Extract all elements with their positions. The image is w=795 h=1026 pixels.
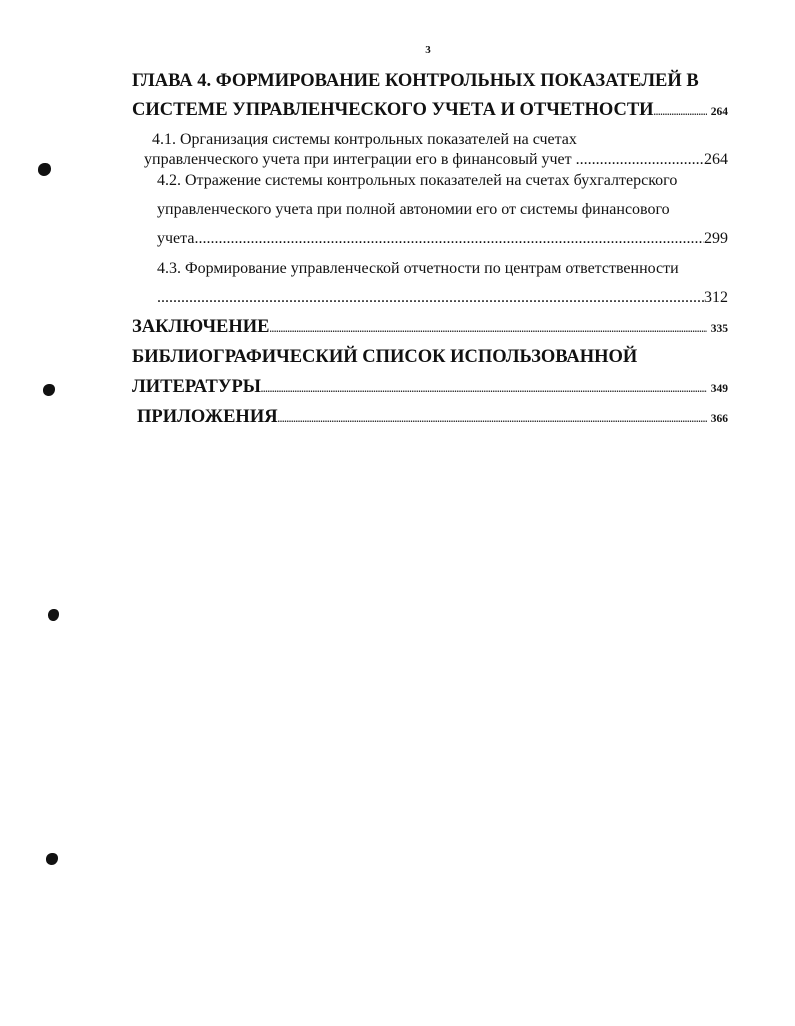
scan-blot-mark: [38, 163, 51, 176]
conclusion-label: ЗАКЛЮЧЕНИЕ: [132, 317, 270, 337]
scan-blot-mark: [48, 609, 59, 621]
bibliography-title-line-2: ЛИТЕРАТУРЫ: [132, 377, 261, 397]
conclusion-row: [132, 318, 728, 337]
section-4-1-line-1: 4.1. Организация системы контрольных показателей на счетах: [152, 131, 577, 148]
chapter-page-number: 264: [710, 106, 728, 118]
chapter-title-line-1: ГЛАВА 4. ФОРМИРОВАНИЕ КОНТРОЛЬНЫХ ПОКАЗАТЕЛЕЙ В: [132, 71, 699, 91]
leader-dots: [576, 152, 704, 168]
section-4-1-page-number: 264: [704, 151, 728, 168]
section-4-1-line-2: управленческого учета при интеграции его в финансовый учет: [144, 151, 572, 168]
conclusion-page-number: 335: [710, 323, 728, 335]
section-4-1-row: [144, 152, 728, 168]
scan-blot-mark: [46, 853, 58, 865]
leader-dots: [270, 325, 707, 334]
section-4-2-line-3: учета: [157, 230, 195, 247]
chapter-title-line-2: СИСТЕМЕ УПРАВЛЕНЧЕСКОГО УЧЕТА И ОТЧЕТНОСТИ: [132, 100, 654, 120]
appendices-page-number: 366: [710, 413, 728, 425]
page-number: 3: [425, 44, 431, 56]
bibliography-title-line-1: БИБЛИОГРАФИЧЕСКИЙ СПИСОК ИСПОЛЬЗОВАННОЙ: [132, 347, 638, 367]
bibliography-row: [132, 378, 728, 397]
section-4-2-line-1: 4.2. Отражение системы контрольных показателей на счетах бухгалтерского: [157, 172, 678, 189]
leader-dots: [278, 415, 707, 424]
leader-dots: [261, 385, 707, 394]
section-4-3-page-number: 312: [704, 289, 728, 306]
bibliography-page-number: 349: [710, 383, 728, 395]
leader-dots: [654, 108, 707, 117]
section-4-3-row: [157, 290, 728, 306]
chapter-title-row: [132, 101, 728, 120]
leader-dots: [194, 231, 704, 247]
scan-blot-mark: [43, 384, 55, 396]
section-4-2-row: [157, 231, 728, 247]
appendices-row: [137, 408, 728, 427]
section-4-2-page-number: 299: [704, 230, 728, 247]
appendices-label: ПРИЛОЖЕНИЯ: [137, 407, 278, 427]
section-4-2-line-2: управленческого учета при полной автономии его от системы финансового: [157, 201, 670, 218]
section-4-3-line-1: 4.3. Формирование управленческой отчетности по центрам ответственности: [157, 260, 679, 277]
leader-dots: [157, 290, 704, 306]
